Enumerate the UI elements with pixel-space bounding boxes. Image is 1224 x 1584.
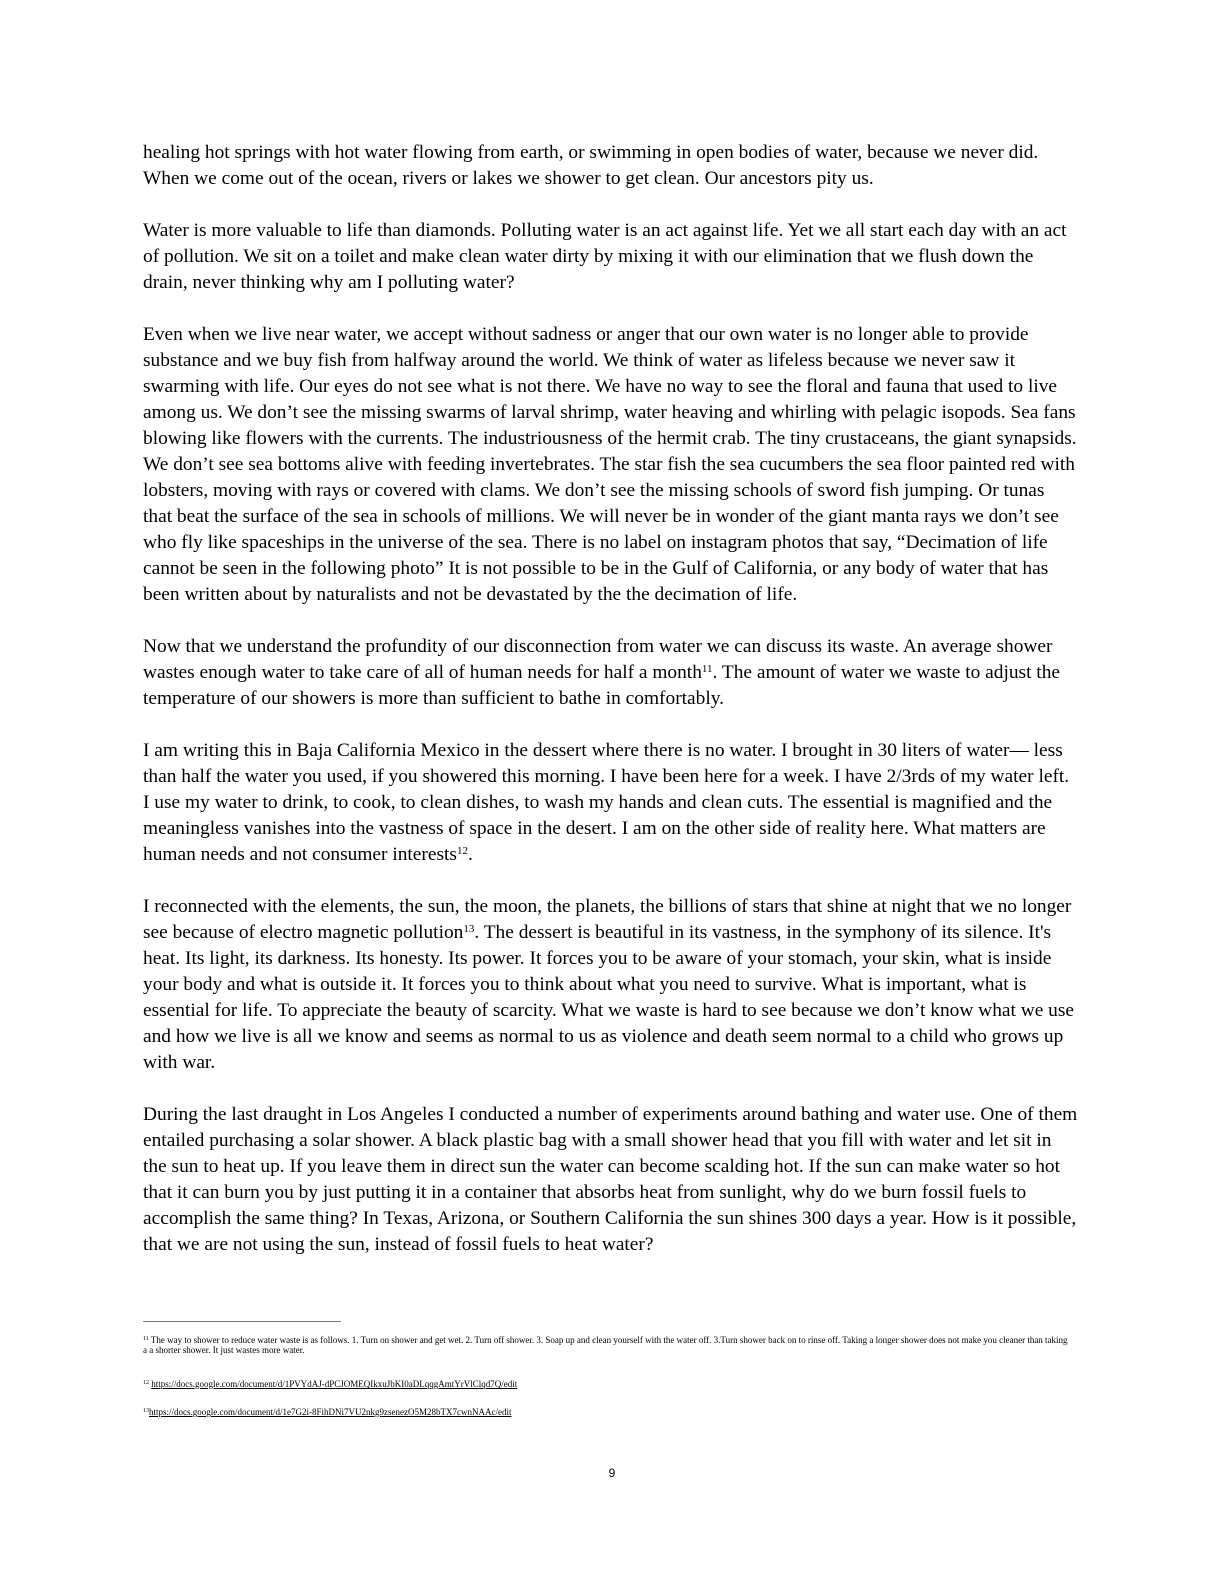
footnote-separator: [143, 1321, 341, 1322]
footnote-link-13[interactable]: https://docs.google.com/document/d/1e7G2i-8FihDNi7VU2nkg9zsenezO5M28bTX7cwnNAAc/edit: [149, 1407, 512, 1417]
paragraph-5: [143, 738, 1078, 868]
paragraph-5-text-end: .: [467, 844, 473, 865]
paragraph-4-text-end: . The amount of water we waste to adjust the temperature of our showers is more than sufficient to bathe in comfortably.: [143, 662, 1060, 709]
paragraph-6: [143, 894, 1078, 1076]
paragraph-5-text: I am writing this in Baja California Mexico in the dessert where there is no water. I brought in 30 liters of water— less than half the water you used, if you showered this morning. I have been here for a week. I have 2/3rds of my water left. I use my water to drink, to cook, to clean dishes, to wash my hands and clean cuts. The essential is magnified and the meaningless vanishes into the vastness of space in the desert. I am on the other side of reality here. What matters are human needs and not consumer interests: [143, 740, 1070, 865]
paragraph-6-text: I reconnected with the elements, the sun, the moon, the planets, the billions of stars that shine at night that we no longer see because of electro magnetic pollution: [143, 896, 1072, 943]
footnote-13: [143, 1407, 1068, 1417]
paragraph-4: [143, 634, 1078, 712]
footnote-11: [143, 1335, 1068, 1355]
footnotes: [143, 1335, 1068, 1417]
footnote-ref-12[interactable]: 12: [456, 845, 468, 857]
footnote-link-12[interactable]: https://docs.google.com/document/d/1PVYdAJ-dPCJOMEQIkxuJbKI0aDLqqgAmtYrVlClqd7Q/edit: [151, 1379, 518, 1389]
paragraph-7: During the last draught in Los Angeles I conducted a number of experiments around bathing and water use. One of them entailed purchasing a solar shower. A black plastic bag with a small shower head that you fill with water and let sit in the sun to heat up. If you leave them in direct sun the water can become scalding hot. If the sun can make water so hot that it can burn you by just putting it in a container that absorbs heat from sunlight, why do we burn fossil fuels to accomplish the same thing? In Texas, Arizona, or Southern California the sun shines 300 days a year. How is it possible, that we are not using the sun, instead of fossil fuels to heat water?: [143, 1104, 1078, 1255]
footnote-text: The way to shower to reduce water waste is as follows. 1. Turn on shower and get wet. 2. Turn off shower. 3. Soap up and clean yourself with the water off. 3.Turn shower back on to rinse off. Taking a longer shower does not make you cleaner than taking a a shorter shower. It just wastes more water.: [143, 1335, 1068, 1355]
footnote-number: 11: [143, 1336, 149, 1342]
paragraph-1: healing hot springs with hot water flowing from earth, or swimming in open bodies of water, because we never did. When we come out of the ocean, rivers or lakes we shower to get clean. Our ancestors pity us.: [143, 142, 1039, 189]
paragraph-3: Even when we live near water, we accept without sadness or anger that our own water is no longer able to provide substance and we buy fish from halfway around the world. We think of water as lifeless because we never saw it swarming with life. Our eyes do not see what is not there. We have no way to see the floral and fauna that used to live among us. We don’t see the missing swarms of larval shrimp, water heaving and whirling with pelagic isopods. Sea fans blowing like flowers with the currents. The industriousness of the hermit crab. The tiny crustaceans, the giant synapsids. We don’t see sea bottoms alive with feeding invertebrates. The star fish the sea cucumbers the sea floor painted red with lobsters, moving with rays or covered with clams. We don’t see the missing schools of sword fish jumping. Or tunas that beat the surface of the sea in schools of millions. We will never be in wonder of the giant manta rays we don’t see who fly like spaceships in the universe of the sea. There is no label on instagram photos that say, “Decimation of life cannot be seen in the following photo” It is not possible to be in the Gulf of California, or any body of water that has been written about by naturalists and not be devastated by the the decimation of life.: [143, 324, 1077, 605]
footnote-ref-13[interactable]: 13: [463, 923, 475, 935]
footnote-number: 12: [143, 1380, 149, 1386]
paragraph-6-text-end: . The dessert is beautiful in its vastness, in the symphony of its silence. It's heat. Its light, its darkness. Its honesty. Its power. It forces you to be aware of your stomach, your skin, what is inside your body and what is outside it. It forces you to think about what you need to survive. What is important, what is essential for life. To appreciate the beauty of scarcity. What we waste is hard to see because we don’t know what we use and how we live is all we know and seems as normal to us as violence and death seem normal to a child who grows up with war.: [143, 922, 1075, 1073]
paragraph-4-text: Now that we understand the profundity of our disconnection from water we can discuss its waste. An average shower wastes enough water to take care of all of human needs for half a month: [143, 636, 1053, 683]
footnote-ref-11[interactable]: 11: [701, 663, 713, 675]
footnote-number: 13: [143, 1408, 149, 1414]
paragraph-2: Water is more valuable to life than diamonds. Polluting water is an act against life. Yet we all start each day with an act of pollution. We sit on a toilet and make clean water dirty by mixing it with our elimination that we flush down the drain, never thinking why am I polluting water?: [143, 220, 1067, 293]
page-number: 9: [608, 1466, 616, 1480]
footnote-12: [143, 1379, 1068, 1389]
body-text: [143, 140, 1078, 1284]
